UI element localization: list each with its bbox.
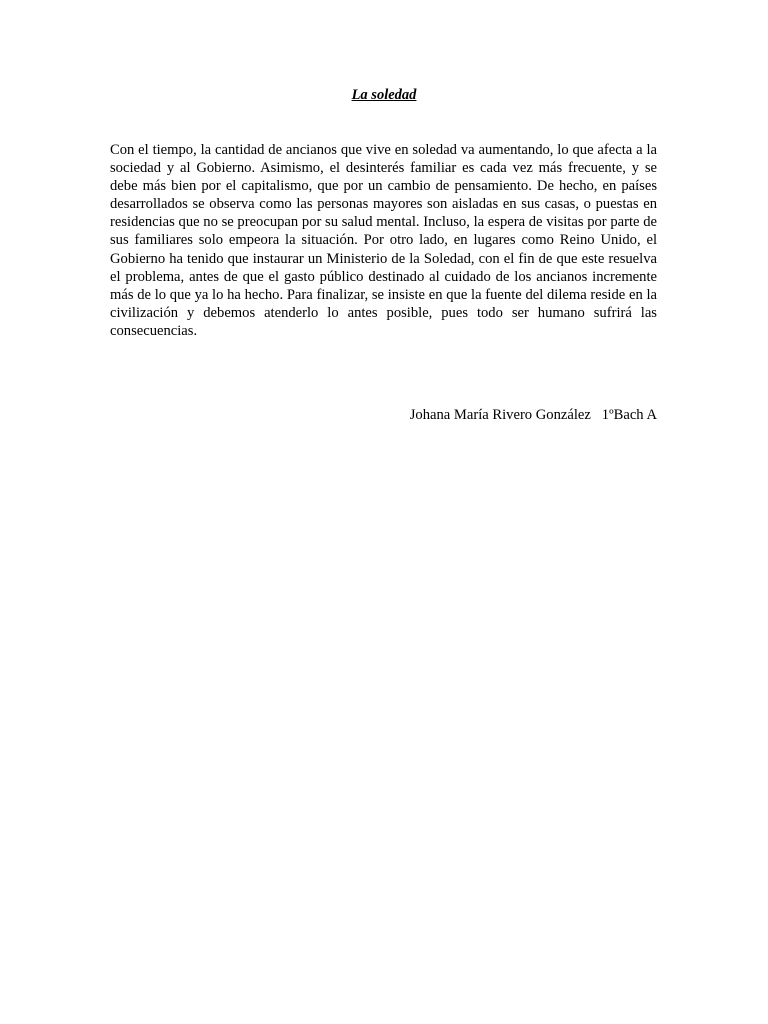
document-title: La soledad: [351, 87, 417, 103]
author-signature: Johana María Rivero González 1ºBach A: [409, 407, 657, 423]
body-paragraph: Con el tiempo, la cantidad de ancianos que vive en soledad va aumentando, lo que afecta a la sociedad y al Gobierno. Asimismo, el desinterés familiar es cada vez más frecuente, y se debe más bien por el capitalismo, que por un cambio de pensamiento. De hecho, en países desarrollados se observa como las personas mayores son aisladas en sus casas, o puestas en residencias que no se preocupan por su salud mental. Incluso, la espera de visitas por parte de sus familiares solo empeora la situación. Por otro lado, en lugares como Reino Unido, el Gobierno ha tenido que instaurar un Ministerio de la Soledad, con el fin de que este resuelva el problema, antes de que el gasto público destinado al cuidado de los ancianos incremente más de lo que ya lo ha hecho. Para finalizar, se insiste en que la fuente del dilema reside en la civilización y debemos atenderlo lo antes posible, pues todo ser humano sufrirá las consecuencias.: [110, 142, 657, 339]
